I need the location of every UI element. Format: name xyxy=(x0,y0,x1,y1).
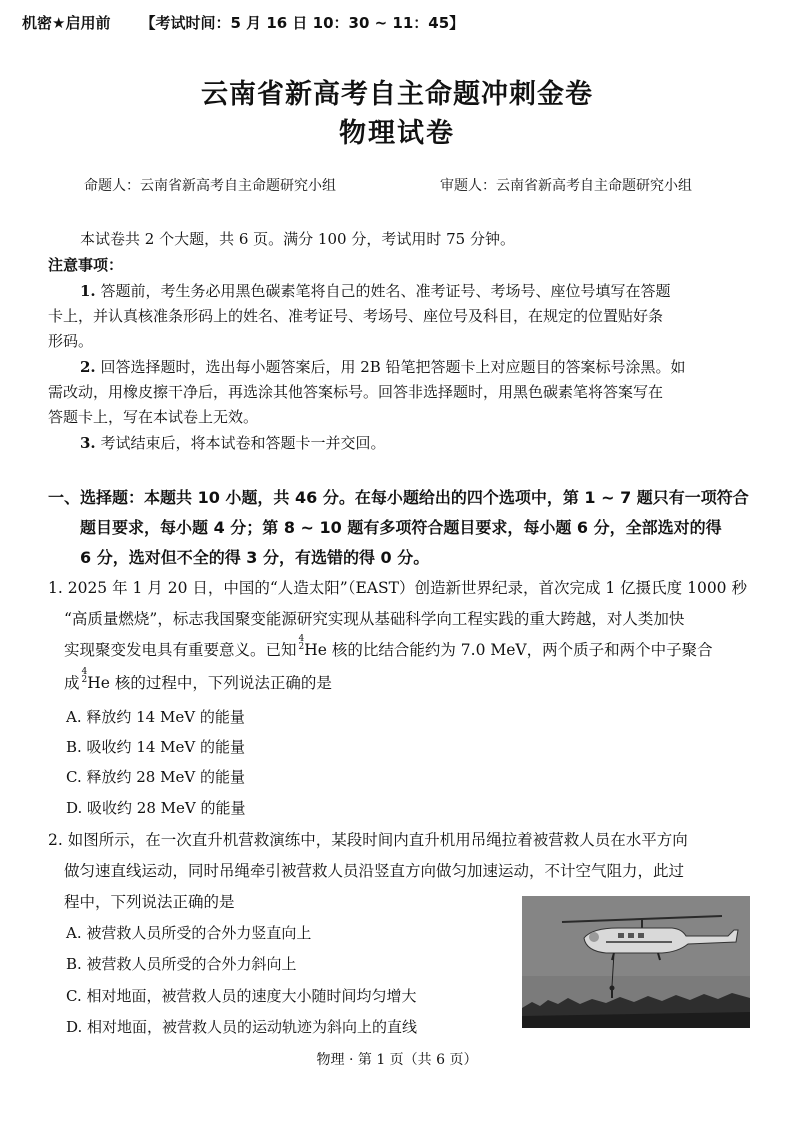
helicopter-illustration xyxy=(522,896,750,1028)
q1-option-d: D. 吸收约 28 MeV 的能量 xyxy=(66,799,246,817)
exam-header xyxy=(22,12,464,33)
note-item-2-line3: 答题卡上，写在本试卷上无效。 xyxy=(48,408,259,426)
exam-time: 【考试时间：5 月 16 日 10：30 ~ 11：45】 xyxy=(140,14,465,32)
q2-line3: 程中，下列说法正确的是 xyxy=(64,893,235,911)
q1-option-b: B. 吸收约 14 MeV 的能量 xyxy=(66,738,246,756)
q1-option-a: A. 释放约 14 MeV 的能量 xyxy=(66,708,245,726)
note-item-2: 2. 回答选择题时，选出每小题答案后，用 2B 铅笔把答题卡上对应题目的答案标号涂黑。如 xyxy=(80,358,686,376)
note-item-1-line3: 形码。 xyxy=(48,332,94,350)
nuclide-symbol: 4 2 xyxy=(298,634,305,652)
exam-title: 云南省新高考自主命题冲刺金卷 xyxy=(201,79,593,110)
exam-intro: 本试卷共 2 个大题，共 6 页。满分 100 分，考试用时 75 分钟。 xyxy=(80,230,515,248)
section1-line1: 一、选择题：本题共 10 小题，共 46 分。在每小题给出的四个选项中，第 1 ~ 7 题只有一项符合 xyxy=(48,488,749,507)
section1-line2: 题目要求，每小题 4 分；第 8 ~ 10 题有多项符合题目要求，每小题 6 分，全部选对的得 xyxy=(80,518,722,537)
page-footer: 物理 · 第 1 页（共 6 页） xyxy=(316,1052,478,1068)
section1-line3: 6 分，选对但不全的得 3 分，有选错的得 0 分。 xyxy=(80,548,430,567)
q2-line1: 2. 如图所示，在一次直升机营救演练中，某段时间内直升机用吊绳拉着被营救人员在水平方向 xyxy=(48,831,688,849)
q1-option-c: C. 释放约 28 MeV 的能量 xyxy=(66,768,245,786)
q2-line2: 做匀速直线运动，同时吊绳牵引被营救人员沿竖直方向做匀加速运动，不计空气阻力，此过 xyxy=(64,862,685,880)
note-item-2-line2: 需改动，用橡皮擦干净后，再选涂其他答案标号。回答非选择题时，用黑色碳素笔将答案写在 xyxy=(48,383,664,401)
note-item-3: 3. 考试结束后，将本试卷和答题卡一并交回。 xyxy=(80,434,386,452)
q1-line1: 1. 2025 年 1 月 20 日，中国的“人造太阳”（EAST）创造新世界纪录，首次完成 1 亿摄氏度 1000 秒 xyxy=(48,579,747,597)
nuclide-symbol: 4 2 xyxy=(81,667,88,685)
notes-heading: 注意事项： xyxy=(48,256,124,274)
q2-option-a: A. 被营救人员所受的合外力竖直向上 xyxy=(66,924,312,942)
q2-option-c: C. 相对地面，被营救人员的速度大小随时间均匀增大 xyxy=(66,987,417,1005)
confidential-label: 机密★启用前 xyxy=(22,14,111,32)
q2-option-b: B. 被营救人员所受的合外力斜向上 xyxy=(66,955,297,973)
note-item-1-line2: 卡上，并认真核准条形码上的姓名、准考证号、考场号、座位号及科目，在规定的位置贴好条 xyxy=(48,307,664,325)
q1-line2: “高质量燃烧”，标志我国聚变能源研究实现从基础科学向工程实践的重大跨越，对人类加快 xyxy=(64,610,685,628)
reviewer-line: 审题人：云南省新高考自主命题研究小组 xyxy=(440,178,692,194)
q1-line3: 实现聚变发电具有重要意义。已知 $^{4 2}$ He 核的比结合能约为 7.0 MeV，两个质子和两个中子聚合 xyxy=(64,634,713,659)
q2-option-d: D. 相对地面，被营救人员的运动轨迹为斜向上的直线 xyxy=(66,1018,418,1036)
note-item-1: 1. 答题前，考生务必用黑色碳素笔将自己的姓名、准考证号、考场号、座位号填写在答题 xyxy=(80,282,671,300)
helicopter-photo xyxy=(522,896,750,1028)
composer-line: 命题人：云南省新高考自主命题研究小组 xyxy=(84,178,336,194)
exam-subject: 物理试卷 xyxy=(339,118,455,149)
q1-line4: 成 $^{4 2}$ He 核的过程中，下列说法正确的是 xyxy=(64,667,332,692)
